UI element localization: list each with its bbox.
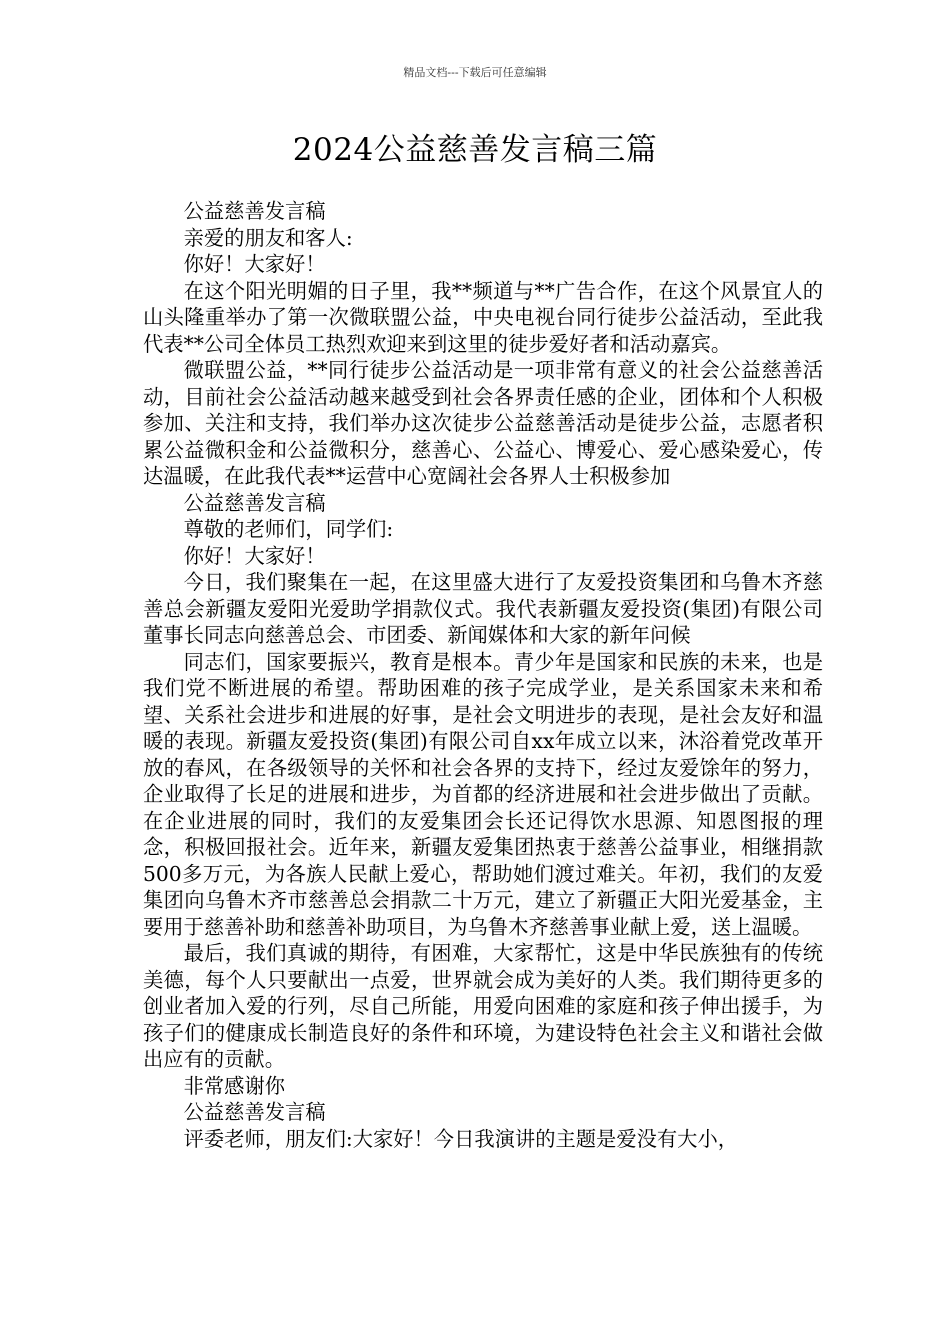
paragraph: 在这个阳光明媚的日子里，我**频道与**广告合作，在这个风景宜人的山头隆重举办了第一次微联盟公益，中央电视台同行徒步公益活动，至此我代表**公司全体员工热烈欢迎来到这里的徒步爱好者和活动嘉宾。 [143, 278, 823, 356]
paragraph: 尊敬的老师们，同学们: [183, 517, 394, 541]
paragraph: 你好！大家好！ [183, 252, 326, 276]
paragraph: 非常感谢你 [183, 1073, 286, 1098]
paragraph: 亲爱的朋友和客人: [183, 225, 353, 250]
paragraph: 微联盟公益，**同行徒步公益活动是一项非常有意义的社会公益慈善活动，目前社会公益活动越来越受到社会各界责任感的企业，团体和个人积极参加、关注和支持，我们举办这次徒步公益慈善活动是徒步公益，志愿者积累公益微积金和公益微积分，慈善心、公益心、博爱心、爱心感染爱心，传达温暖，在此我代表**运营中心宽阔社会各界人士积极参加 [143, 358, 823, 488]
paragraph: 今日，我们聚集在一起，在这里盛大进行了友爱投资集团和乌鲁木齐慈善总会新疆友爱阳光爱助学捐款仪式。我代表新疆友爱投资(集团)有限公司董事长同志向慈善总会、市团委、新闻媒体和大家的新年问候 [143, 570, 823, 647]
paragraph: 你好！大家好！ [183, 543, 326, 568]
paragraph: 同志们，国家要振兴，教育是根本。青少年是国家和民族的未来，也是我们党不断进展的希望。帮助困难的孩子完成学业，是关系国家未来和希望、关系社会进步和进展的好事，是社会文明进步的表现，是社会友好和温暖的表现。新疆友爱投资(集团)有限公司自xx年成立以来，沐浴着党改革开放的春风，在各级领导的关怀和社会各界的支持下，经过友爱馀年的努力，企业取得了长足的进展和进步，为首都的经济进展和社会进步做出了贡献。在企业进展的同时，我们的友爱集团会长还记得饮水思源、知恩图报的理念，积极回报社会。近年来，新疆友爱集团热衷于慈善公益事业，相继捐款500多万元，为各族人民献上爱心，帮助她们渡过难关。年初，我们的友爱集团向乌鲁木齐市慈善总会捐款二十万元，建立了新疆正大阳光爱基金，主要用于慈善补助和慈善补助项目，为乌鲁木齐慈善事业献上爱，送上温暖。 [143, 649, 823, 939]
paragraph: 公益慈善发言稿 [183, 490, 326, 515]
document-title: 2024公益慈善发言稿三篇 [292, 132, 658, 168]
paragraph: 公益慈善发言稿 [183, 199, 326, 223]
paragraph: 公益慈善发言稿 [183, 1100, 326, 1124]
paragraph: 评委老师，朋友们:大家好！今日我演讲的主题是爱没有大小， [183, 1126, 739, 1151]
paragraph: 最后，我们真诚的期待，有困难，大家帮忙，这是中华民族独有的传统美德，每个人只要献出一点爱，世界就会成为美好的人类。我们期待更多的创业者加入爱的行列，尽自己所能，用爱向困难的家庭和孩子伸出援手，为孩子们的健康成长制造良好的条件和环境，为建设特色社会主义和谐社会做出应有的贡献。 [143, 941, 823, 1071]
page-header: 精品文档---下载后可任意编辑 [403, 66, 547, 79]
document-body [143, 198, 823, 1152]
